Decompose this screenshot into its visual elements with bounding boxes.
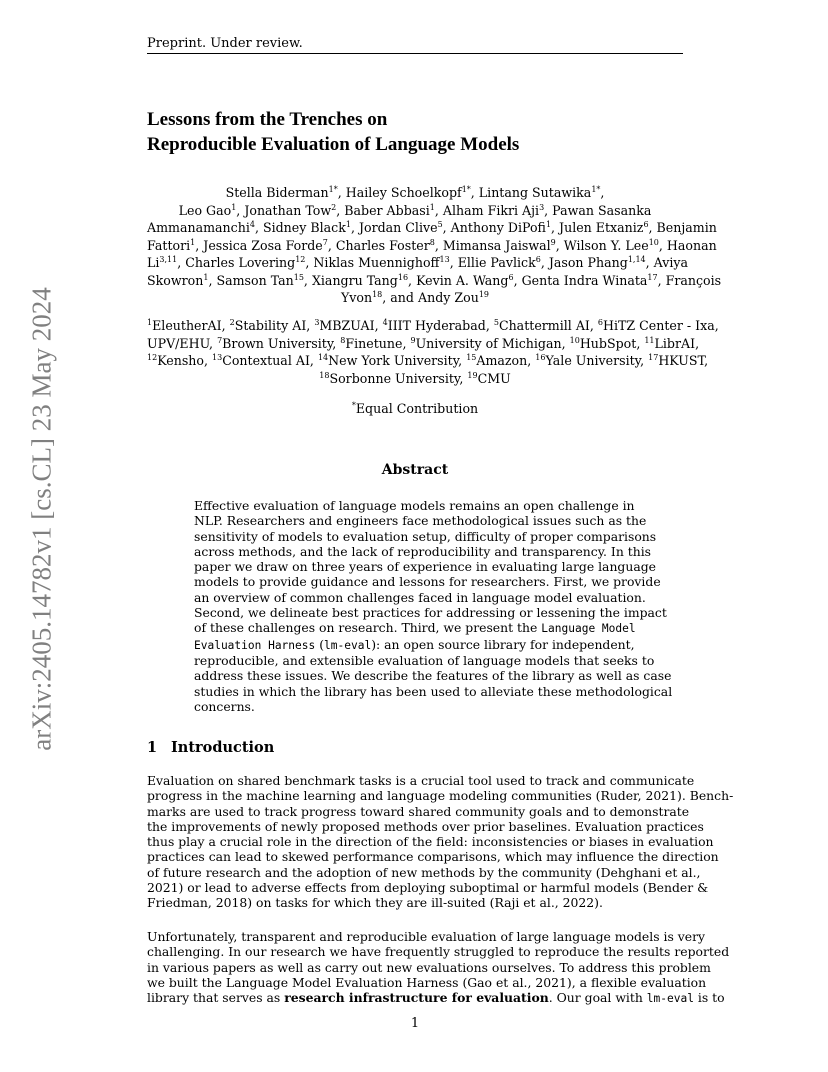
title-line-2: Reproducible Evaluation of Language Models — [147, 134, 520, 155]
arxiv-identifier[interactable]: arXiv:2405.14782v1 [cs.CL] 23 May 2024 — [26, 287, 57, 751]
author-list — [147, 184, 722, 307]
section-heading-introduction: 1 Introduction — [147, 739, 275, 756]
text-line: Friedman, 2018) on tasks for which they are ill-suited (Raji et al., 2022). — [147, 895, 603, 911]
abstract-line: paper we draw on three years of experience in evaluating large language — [194, 559, 656, 575]
author-line-2: Leo Gao$^1$, Jonathan Tow$^2$, Baber Abbasi$^1$, Alham Fikri Aji$^3$, Pawan Sasanka — [178, 202, 652, 218]
text-line: we built the Language Model Evaluation Harness (Gao et al., 2021), a flexible evaluation — [147, 974, 707, 990]
abstract-line: NLP. Researchers and engineers face methodological issues such as the — [194, 513, 647, 529]
abstract-line: sensitivity of models to evaluation setup, difficulty of proper comparisons — [194, 528, 657, 544]
text-line: thus play a crucial role in the direction of the field: inconsistencies or biases in evaluation — [147, 834, 714, 850]
affiliation-list — [147, 317, 719, 387]
affiliation-line-4: $^{18}$Sorbonne University, $^{19}$CMU — [319, 370, 511, 386]
abstract-line: of these challenges on research. Third, we present the Language Model — [194, 620, 636, 636]
header-rule — [147, 53, 683, 54]
affiliation-line-3: $^{12}$Kensho, $^{13}$Contextual AI, $^{14}$New York University, $^{15}$Amazon, $^{16}$Yale University, $^{17}$HKUST, — [147, 352, 709, 368]
author-line-3: Ammanamanchi$^4$, Sidney Black$^1$, Jordan Clive$^5$, Anthony DiPofi$^1$, Julen Etxaniz$^6$, Benjamin — [147, 219, 717, 235]
text-line: of future research and the adoption of new methods by the community (Dehghani et al., — [147, 864, 701, 880]
abstract-body — [194, 498, 673, 714]
title-line-1: Lessons from the Trenches on — [147, 109, 388, 130]
abstract-line: studies in which the library has been used to alleviate these methodological — [194, 683, 673, 699]
abstract-heading: Abstract — [381, 462, 449, 478]
abstract-line: Effective evaluation of language models remains an open challenge in — [194, 498, 635, 513]
running-header: Preprint. Under review. — [147, 36, 303, 51]
text-line: library that serves as research infrastructure for evaluation. Our goal with lm-eval is to — [147, 990, 725, 1006]
abstract-line: concerns. — [194, 698, 255, 714]
abstract-line: Evaluation Harness (lm-eval): an open source library for independent, — [194, 636, 635, 652]
text-line: progress in the machine learning and language modeling communities (Ruder, 2021). Bench- — [147, 788, 734, 804]
text-line: practices can lead to skewed performance comparisons, which may influence the direction — [147, 849, 719, 865]
abstract-line: models to provide guidance and lessons for researchers. First, we provide — [194, 574, 661, 590]
author-line-4: Fattori$^1$, Jessica Zosa Forde$^7$, Charles Foster$^8$, Mimansa Jaiswal$^9$, Wilson Y. Lee$^{10}$, Haonan — [147, 237, 717, 253]
intro-paragraph-1 — [147, 773, 734, 911]
text-line: 2021) or lead to adverse effects from deploying suboptimal or harmful models (Bender & — [147, 880, 709, 896]
author-line-1: Stella Biderman$^{1*}$, Hailey Schoelkopf$^{1*}$, Lintang Sutawika$^{1*}$, — [225, 184, 605, 200]
affiliation-line-1: $^1$EleutherAI, $^2$Stability AI, $^3$MBZUAI, $^4$IIIT Hyderabad, $^5$Chattermill AI, $^6$HiTZ Center - Ixa, — [147, 317, 719, 333]
abstract-line: Second, we delineate best practices for addressing or lessening the impact — [194, 605, 667, 621]
abstract-line: an overview of common challenges faced in language model evaluation. — [194, 589, 646, 605]
abstract-line: reproducible, and extensible evaluation of language models that seeks to — [194, 652, 655, 668]
page-number: 1 — [410, 1016, 420, 1031]
author-line-7: Yvon$^{18}$, and Andy Zou$^{19}$ — [340, 289, 490, 305]
author-line-5: Li$^{3,11}$, Charles Lovering$^{12}$, Niklas Muennighoff$^{13}$, Ellie Pavlick$^6$, Jason Phang$^{1,14}$, Aviya — [147, 254, 688, 270]
text-line: challenging. In our research we have frequently struggled to reproduce the results reported — [147, 944, 730, 960]
text-line: in various papers as well as carry out new evaluations ourselves. To address this problem — [147, 959, 711, 975]
text-line: marks are used to track progress toward shared community goals and to demonstrate — [147, 803, 690, 819]
author-line-6: Skowron$^1$, Samson Tan$^{15}$, Xiangru Tang$^{16}$, Kevin A. Wang$^6$, Genta Indra Winata$^{17}$, François — [147, 272, 722, 288]
text-line: the improvements of newly proposed methods over prior baselines. Evaluation practices — [147, 818, 704, 834]
text-line: Unfortunately, transparent and reproducible evaluation of large language models is very — [147, 929, 706, 944]
text-line: Evaluation on shared benchmark tasks is a crucial tool used to track and communicate — [147, 773, 695, 788]
abstract-line: across methods, and the lack of reproducibility and transparency. In this — [194, 543, 652, 559]
abstract-line: address these issues. We describe the features of the library as well as case — [194, 668, 672, 684]
paper-title — [147, 107, 707, 157]
affiliation-line-2: UPV/EHU, $^7$Brown University, $^8$Finetune, $^9$University of Michigan, $^{10}$HubSpot, $^{11}$LibrAI, — [147, 335, 700, 351]
intro-paragraph-2 — [147, 929, 730, 1006]
equal-contribution-note: *Equal Contribution — [351, 400, 479, 416]
